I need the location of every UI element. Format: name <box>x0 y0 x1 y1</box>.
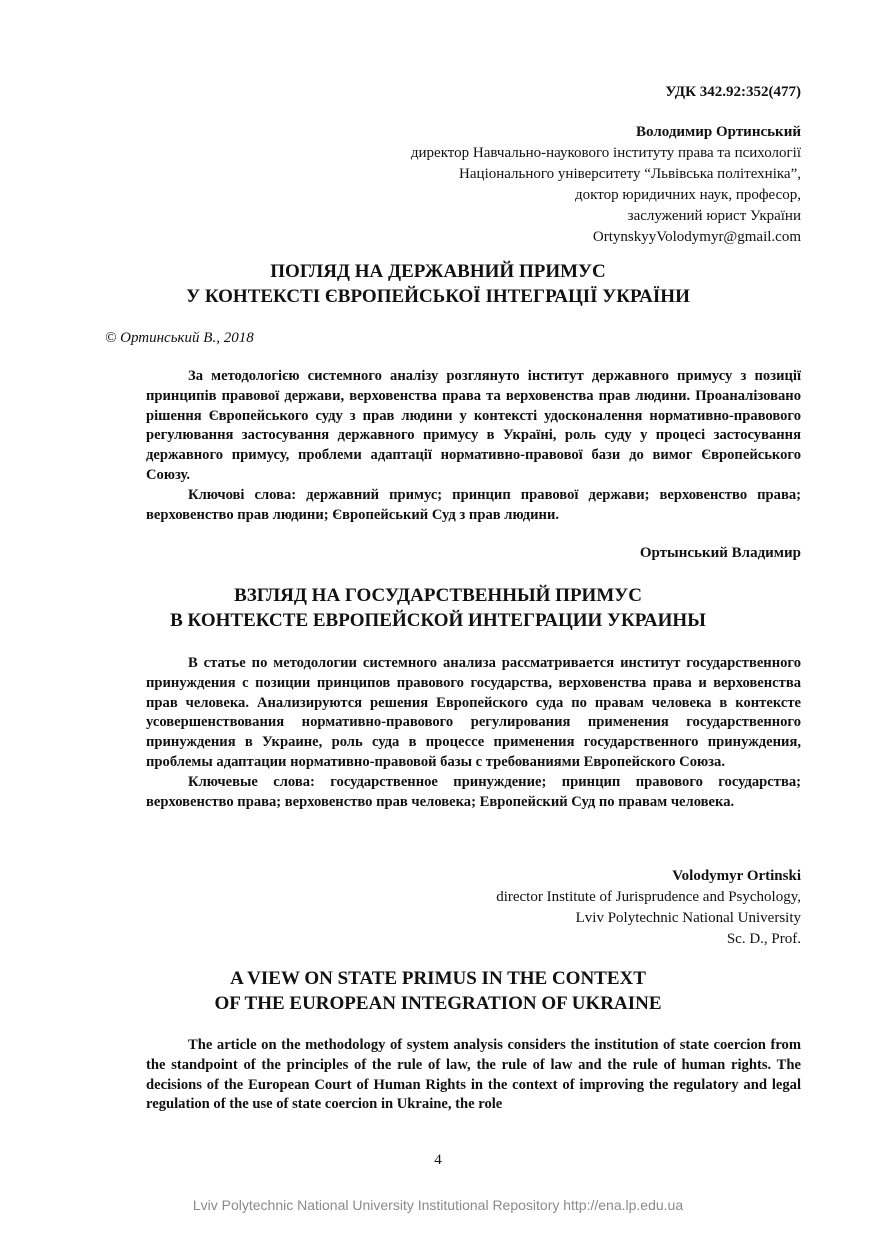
page-number: 4 <box>434 1152 442 1168</box>
title-uk <box>0 259 876 309</box>
author-block-uk <box>411 122 801 248</box>
keywords-ru: Ключевые слова: государственное принуждение; принцип правового государства; верховенство права; верховенство прав человека; Европейский Суд по правам человека. <box>146 773 801 810</box>
abstract-uk <box>146 367 801 525</box>
title-ru-line: ВЗГЛЯД НА ГОСУДАРСТВЕННЫЙ ПРИМУС <box>234 585 642 606</box>
author-name-uk: Володимир Ортинський <box>636 124 801 140</box>
abstract-ru <box>146 654 801 812</box>
abstract-en-text: The article on the methodology of system analysis considers the institution of state coercion from the standpoint of the principles of the rule of law, the rule of law and the rule of human rights. The decisions of the European Court of Human Rights in the context of improving the regulatory and legal regulation of the use of state coercion in Ukraine, the role <box>146 1037 801 1113</box>
abstract-en <box>146 1036 801 1115</box>
title-en-line: OF THE EUROPEAN INTEGRATION OF UKRAINE <box>214 993 662 1014</box>
title-ru <box>0 583 876 633</box>
repository-footer[interactable]: Lviv Polytechnic National University Institutional Repository http://ena.lp.edu.ua <box>192 1197 684 1213</box>
copyright-notice: © Ортинський В., 2018 <box>105 330 254 346</box>
author-name-ru: Ортынський Владимир <box>639 545 801 561</box>
keywords-uk: Ключові слова: державний примус; принцип правової держави; верховенство права; верховенство прав людини; Європейський Суд з прав людини. <box>146 486 801 523</box>
title-uk-line: ПОГЛЯД НА ДЕРЖАВНИЙ ПРИМУС <box>270 261 606 282</box>
udc-code: УДК 342.92:352(477) <box>665 84 801 100</box>
abstract-ru-text: В статье по методологии системного анализа рассматривается институт государственного принуждения с позиции принципов правового государства, верховенства права и верховенства прав человека. Анализируются решения Европейского суда по правам человека в контексте усовершенствования нормативно-правового регулирования применения государственного принуждения в Украине, роль суда в процессе применения государственного принуждения, проблемы адаптации нормативно-правовой базы с требованиями Европейского Союза. <box>146 655 801 770</box>
author-title-line: заслужений юрист України <box>627 208 801 224</box>
abstract-uk-text: За методологією системного аналізу розглянуто інститут державного примусу з позиції принципів правової держави, верховенства права та верховенства прав людини. Проаналізовано рішення Європейського суду з прав людини у контексті удосконалення нормативно-правового регулювання застосування державного примусу в Україні, роль суду у процесі застосування державного примусу, проблеми адаптації нормативно-правової бази до вимог Європейського Союзу. <box>146 368 801 483</box>
author-degree-line: Sc. D., Prof. <box>726 931 801 947</box>
author-affiliation-line: директор Навчально-наукового інституту права та психології <box>410 145 801 161</box>
author-email[interactable]: OrtynskyyVolodymyr@gmail.com <box>592 229 801 245</box>
title-ru-line: В КОНТЕКСТЕ ЕВРОПЕЙСКОЙ ИНТЕГРАЦИИ УКРАИНЫ <box>170 610 706 631</box>
author-block-en <box>496 866 801 950</box>
author-name-en: Volodymyr Ortinski <box>672 868 801 884</box>
author-affiliation-line: Національного університету “Львівська політехніка”, <box>459 166 801 182</box>
title-en <box>0 966 876 1016</box>
author-affiliation-line: director Institute of Jurisprudence and Psychology, <box>496 889 801 905</box>
author-degree-line: доктор юридичних наук, професор, <box>575 187 801 203</box>
author-affiliation-line: Lviv Polytechnic National University <box>575 910 801 926</box>
title-en-line: A VIEW ON STATE PRIMUS IN THE CONTEXT <box>230 968 646 989</box>
title-uk-line: У КОНТЕКСТІ ЄВРОПЕЙСЬКОЇ ІНТЕГРАЦІЇ УКРАЇНИ <box>186 286 690 307</box>
